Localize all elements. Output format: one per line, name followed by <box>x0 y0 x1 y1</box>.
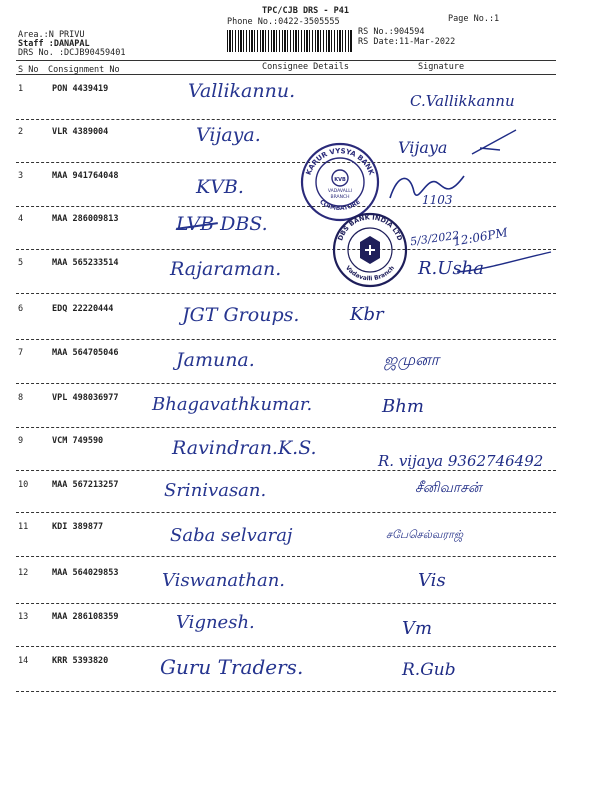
row-divider <box>16 119 556 120</box>
row-signature: Vm <box>402 618 433 639</box>
row-consignment: MAA 567213257 <box>52 480 119 490</box>
row-consignment: VCM 749590 <box>52 436 104 446</box>
svg-text:BRANCH: BRANCH <box>330 195 350 200</box>
row-note: 1103 <box>422 193 453 207</box>
row-sno: 7 <box>18 348 24 358</box>
col-consignee-details: Consignee Details <box>262 62 349 72</box>
row-sno: 12 <box>18 568 29 578</box>
page-number: Page No.:1 <box>448 14 500 24</box>
svg-text:VADAVALLI: VADAVALLI <box>327 189 353 194</box>
svg-text:Vadavalli Branch: Vadavalli Branch <box>343 264 397 283</box>
row-consignment: EDQ 22220444 <box>52 304 114 314</box>
row-divider <box>16 691 556 692</box>
row-signature: ஜமுனா <box>384 350 439 369</box>
row-sno: 14 <box>18 656 29 666</box>
svg-text:KARUR VYSYA BANK: KARUR VYSYA BANK <box>304 147 376 177</box>
row-divider <box>16 512 556 513</box>
row-sno: 13 <box>18 612 29 622</box>
row-sno: 8 <box>18 393 24 403</box>
row-sno: 11 <box>18 522 29 532</box>
stamp-graphic <box>295 138 448 300</box>
col-signature: Signature <box>418 62 465 72</box>
row-divider <box>16 206 556 207</box>
svg-text:KVB: KVB <box>334 177 346 183</box>
row-sno: 10 <box>18 480 29 490</box>
row-sno: 3 <box>18 171 24 181</box>
bank-stamps <box>295 138 448 300</box>
row-consignment: VPL 498036977 <box>52 393 119 403</box>
rs-date: RS Date:11-Mar-2022 <box>358 37 456 47</box>
row-consignment: MAA 564705046 <box>52 348 119 358</box>
row-divider <box>16 556 556 557</box>
row-consignee: Vallikannu. <box>188 80 296 102</box>
row-signature: Vis <box>418 570 446 591</box>
row-signature: R. vijaya 9362746492 <box>378 452 544 470</box>
row-consignment: KRR 5393820 <box>52 656 109 666</box>
signature-stroke <box>470 128 520 158</box>
col-consignment: Consignment No <box>48 65 120 75</box>
row-divider <box>16 427 556 428</box>
row-sno: 9 <box>18 436 24 446</box>
row-sno: 4 <box>18 214 24 224</box>
row-sno: 5 <box>18 258 24 268</box>
row-consignee: Saba selvaraj <box>170 525 293 546</box>
row-sno: 6 <box>18 304 24 314</box>
row-signature: Vijaya <box>398 138 448 157</box>
col-sno: S No <box>18 65 39 75</box>
row-consignment: KDI 389877 <box>52 522 104 532</box>
row-consignee: LVB DBS. <box>176 213 268 235</box>
row-consignment: PON 4439419 <box>52 84 109 94</box>
row-consignee: Viswanathan. <box>162 570 286 591</box>
area-label: Area.:N PRIVU <box>18 30 85 40</box>
kvb-stamp <box>302 144 378 220</box>
row-consignee: Srinivasan. <box>164 480 267 501</box>
row-consignee: KVB. <box>196 176 244 198</box>
signature-stroke <box>455 250 555 280</box>
row-sno: 1 <box>18 84 24 94</box>
row-consignee: Vijaya. <box>196 124 261 146</box>
row-signature: R.Usha <box>418 258 485 279</box>
row-divider <box>16 339 556 340</box>
row-consignment: MAA 565233514 <box>52 258 119 268</box>
row-divider <box>16 470 556 471</box>
barcode <box>227 30 352 52</box>
row-consignee: Rajaraman. <box>170 258 282 280</box>
row-consignment: MAA 286108359 <box>52 612 119 622</box>
row-divider <box>16 293 556 294</box>
row-consignee: JGT Groups. <box>182 304 300 326</box>
row-signature: Kbr <box>350 304 384 325</box>
sheet-title: TPC/CJB DRS - P41 <box>262 6 349 16</box>
row-consignment: MAA 564029853 <box>52 568 119 578</box>
drs-number: DRS No. :DCJB90459401 <box>18 48 126 58</box>
rs-number: RS No.:904594 <box>358 27 425 37</box>
row-consignment: VLR 4389004 <box>52 127 109 137</box>
row-signature: சீனிவாசன் <box>415 480 482 496</box>
row-date-note: 5/3/2022 <box>409 228 461 249</box>
row-divider <box>16 162 556 163</box>
row-consignee: Ravindran.K.S. <box>172 437 317 459</box>
dbs-stamp <box>334 213 406 286</box>
row-consignee: Guru Traders. <box>160 655 304 679</box>
row-divider <box>16 646 556 647</box>
row-signature: R.Gub <box>402 660 456 680</box>
row-consignment: MAA 941764048 <box>52 171 119 181</box>
row-time-note: 12:06PM <box>452 225 509 249</box>
row-signature: Bhm <box>382 396 424 417</box>
row-sno: 2 <box>18 127 24 137</box>
svg-text:COIMBATORE: COIMBATORE <box>318 198 362 213</box>
row-signature: சபேசெல்வராஜ் <box>386 528 463 541</box>
row-consignment: MAA 286009813 <box>52 214 119 224</box>
row-divider <box>16 383 556 384</box>
staff-label: Staff :DANAPAL <box>18 39 90 49</box>
row-divider <box>16 603 556 604</box>
row-signature: C.Vallikkannu <box>410 92 515 110</box>
header-rule-top <box>16 60 556 61</box>
row-consignee: Jamuna. <box>176 349 255 371</box>
phone-number: Phone No.:0422-3505555 <box>227 17 340 27</box>
header-rule-bottom <box>16 74 556 75</box>
row-consignee: Vignesh. <box>176 612 255 633</box>
row-consignee: Bhagavathkumar. <box>152 394 313 415</box>
signature-scribble <box>388 168 468 208</box>
svg-text:DBS BANK INDIA LTD: DBS BANK INDIA LTD <box>336 213 404 242</box>
